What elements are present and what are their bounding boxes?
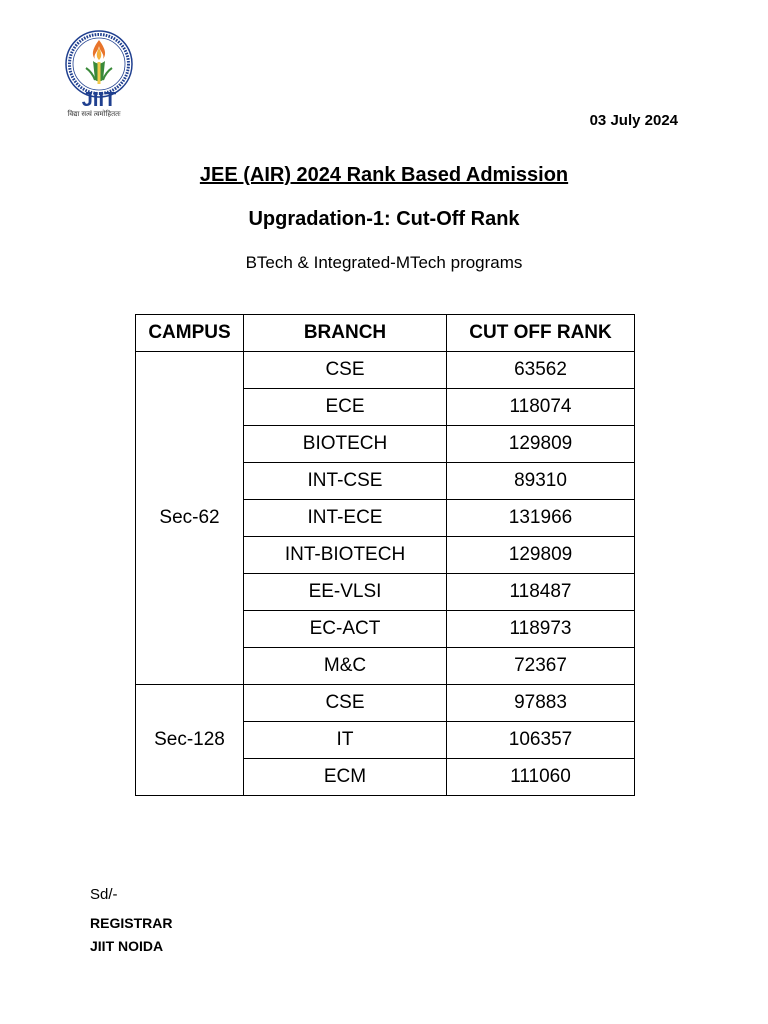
jiit-logo <box>62 28 136 126</box>
main-title: JEE (AIR) 2024 Rank Based Admission <box>199 164 569 186</box>
rank-cell: 106357 <box>447 722 635 759</box>
branch-cell: ECE <box>244 389 447 426</box>
branch-cell: INT-CSE <box>244 463 447 500</box>
rank-cell: 97883 <box>447 685 635 722</box>
branch-cell: CSE <box>244 685 447 722</box>
rank-cell: 118074 <box>447 389 635 426</box>
rank-cell: 118487 <box>447 574 635 611</box>
rank-cell: 111060 <box>447 759 635 796</box>
branch-cell: ECM <box>244 759 447 796</box>
rank-cell: 72367 <box>447 648 635 685</box>
header-branch: BRANCH <box>244 315 447 352</box>
header-cutoff-rank: CUT OFF RANK <box>447 315 635 352</box>
document-date: 03 July 2024 <box>589 112 678 129</box>
branch-cell: CSE <box>244 352 447 389</box>
header-campus: CAMPUS <box>136 315 244 352</box>
branch-cell: M&C <box>244 648 447 685</box>
signature-sd: Sd/- <box>90 886 118 903</box>
logo-motto: विद्या सत्वं त्वमोहिततः <box>67 111 121 118</box>
table-body <box>136 352 635 796</box>
signature-org: JIIT NOIDA <box>90 938 164 954</box>
rank-cell: 118973 <box>447 611 635 648</box>
branch-cell: IT <box>244 722 447 759</box>
branch-cell: INT-ECE <box>244 500 447 537</box>
rank-cell: 63562 <box>447 352 635 389</box>
branch-cell: EE-VLSI <box>244 574 447 611</box>
table-row <box>136 352 635 389</box>
branch-cell: INT-BIOTECH <box>244 537 447 574</box>
signature-title: REGISTRAR <box>90 915 173 931</box>
branch-cell: EC-ACT <box>244 611 447 648</box>
rank-cell: 129809 <box>447 537 635 574</box>
logo-emblem-icon <box>62 28 136 112</box>
campus-cell: Sec-62 <box>136 352 244 685</box>
campus-cell: Sec-128 <box>136 685 244 796</box>
sub-title: Upgradation-1: Cut-Off Rank <box>248 208 520 230</box>
cutoff-rank-table <box>135 314 635 796</box>
table-header-row <box>136 315 635 352</box>
rank-cell: 131966 <box>447 500 635 537</box>
programs-subtitle: BTech & Integrated-MTech programs <box>245 253 523 272</box>
table-row <box>136 685 635 722</box>
rank-cell: 129809 <box>447 426 635 463</box>
logo-text: JIIT <box>81 89 117 111</box>
rank-cell: 89310 <box>447 463 635 500</box>
branch-cell: BIOTECH <box>244 426 447 463</box>
